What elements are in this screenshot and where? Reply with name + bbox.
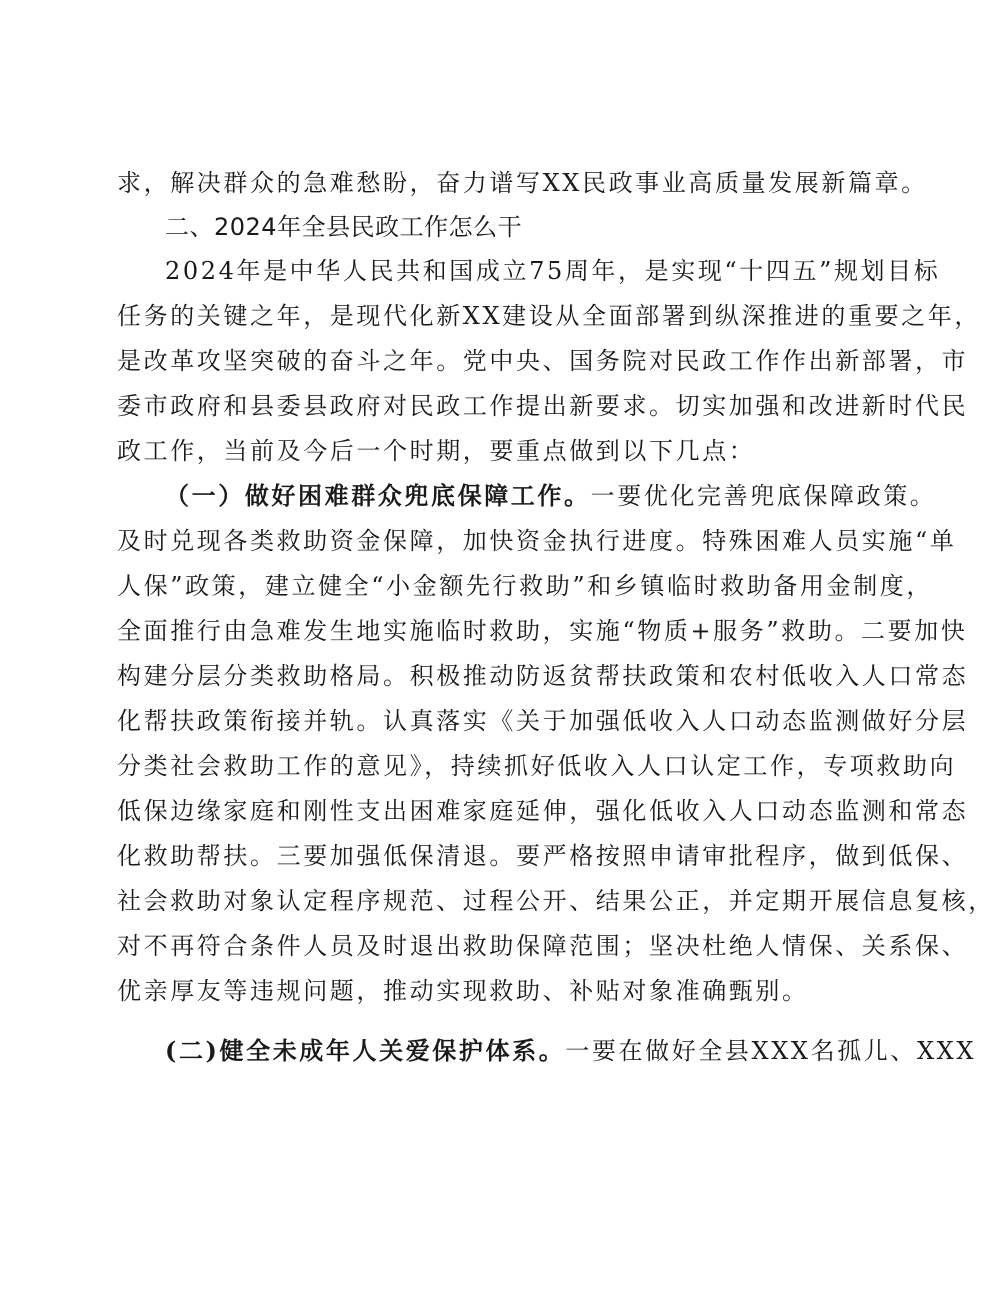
subsection-text: 一要在做好全县XXX名孤儿、XXX bbox=[565, 1037, 977, 1065]
paragraph-line: 优亲厚友等违规问题，推动实现救助、补贴对象准确甄别。 bbox=[117, 977, 809, 1005]
paragraph-line: 社会救助对象认定程序规范、过程公开、结果公正，并定期开展信息复核， bbox=[117, 887, 995, 915]
subsection-line bbox=[165, 1036, 977, 1066]
paragraph-line: 对不再符合条件人员及时退出救助保障范围；坚决杜绝人情保、关系保、 bbox=[117, 932, 969, 960]
paragraph-line: 全面推行由急难发生地实施临时救助，实施“物质+服务”救助。二要加快 bbox=[117, 617, 968, 645]
paragraph-line: 委市政府和县委县政府对民政工作提出新要求。切实加强和改进新时代民 bbox=[117, 392, 969, 420]
paragraph-line: 化帮扶政策衔接并轨。认真落实《关于加强低收入人口动态监测做好分层 bbox=[117, 707, 969, 735]
paragraph-line: 人保”政策，建立健全“小金额先行救助”和乡镇临时救助备用金制度， bbox=[117, 572, 934, 600]
paragraph-line: 及时兑现各类救助资金保障，加快资金执行进度。特殊困难人员实施“单 bbox=[117, 527, 957, 555]
paragraph-line: 任务的关键之年，是现代化新XX建设从全面部署到纵深推进的重要之年， bbox=[117, 302, 981, 330]
paragraph-line: 分类社会救助工作的意见》，持续抓好低收入人口认定工作，专项救助向 bbox=[117, 752, 957, 780]
subsection-line bbox=[165, 481, 937, 511]
paragraph-line: 2024年是中华人民共和国成立75周年，是实现“十四五”规划目标 bbox=[165, 257, 941, 285]
paragraph-line: 政工作，当前及今后一个时期，要重点做到以下几点： bbox=[117, 437, 756, 465]
subsection-title: （一）做好困难群众兜底保障工作。 bbox=[165, 481, 591, 510]
paragraph-line: 求，解决群众的急难愁盼，奋力谱写XX民政事业高质量发展新篇章。 bbox=[117, 169, 928, 197]
subsection-title: (二)健全未成年人关爱保护体系。 bbox=[165, 1036, 566, 1065]
paragraph-line: 低保边缘家庭和刚性支出困难家庭延伸，强化低收入人口动态监测和常态 bbox=[117, 797, 969, 825]
section-heading: 二、2024年全县民政工作怎么干 bbox=[165, 213, 523, 241]
paragraph-line: 化救助帮扶。三要加强低保清退。要严格按照申请审批程序，做到低保、 bbox=[117, 842, 969, 870]
paragraph-line: 是改革攻坚突破的奋斗之年。党中央、国务院对民政工作作出新部署，市 bbox=[117, 347, 969, 375]
paragraph-line: 构建分层分类救助格局。积极推动防返贫帮扶政策和农村低收入人口常态 bbox=[117, 662, 969, 690]
subsection-text: 一要优化完善兜底保障政策。 bbox=[590, 482, 937, 510]
